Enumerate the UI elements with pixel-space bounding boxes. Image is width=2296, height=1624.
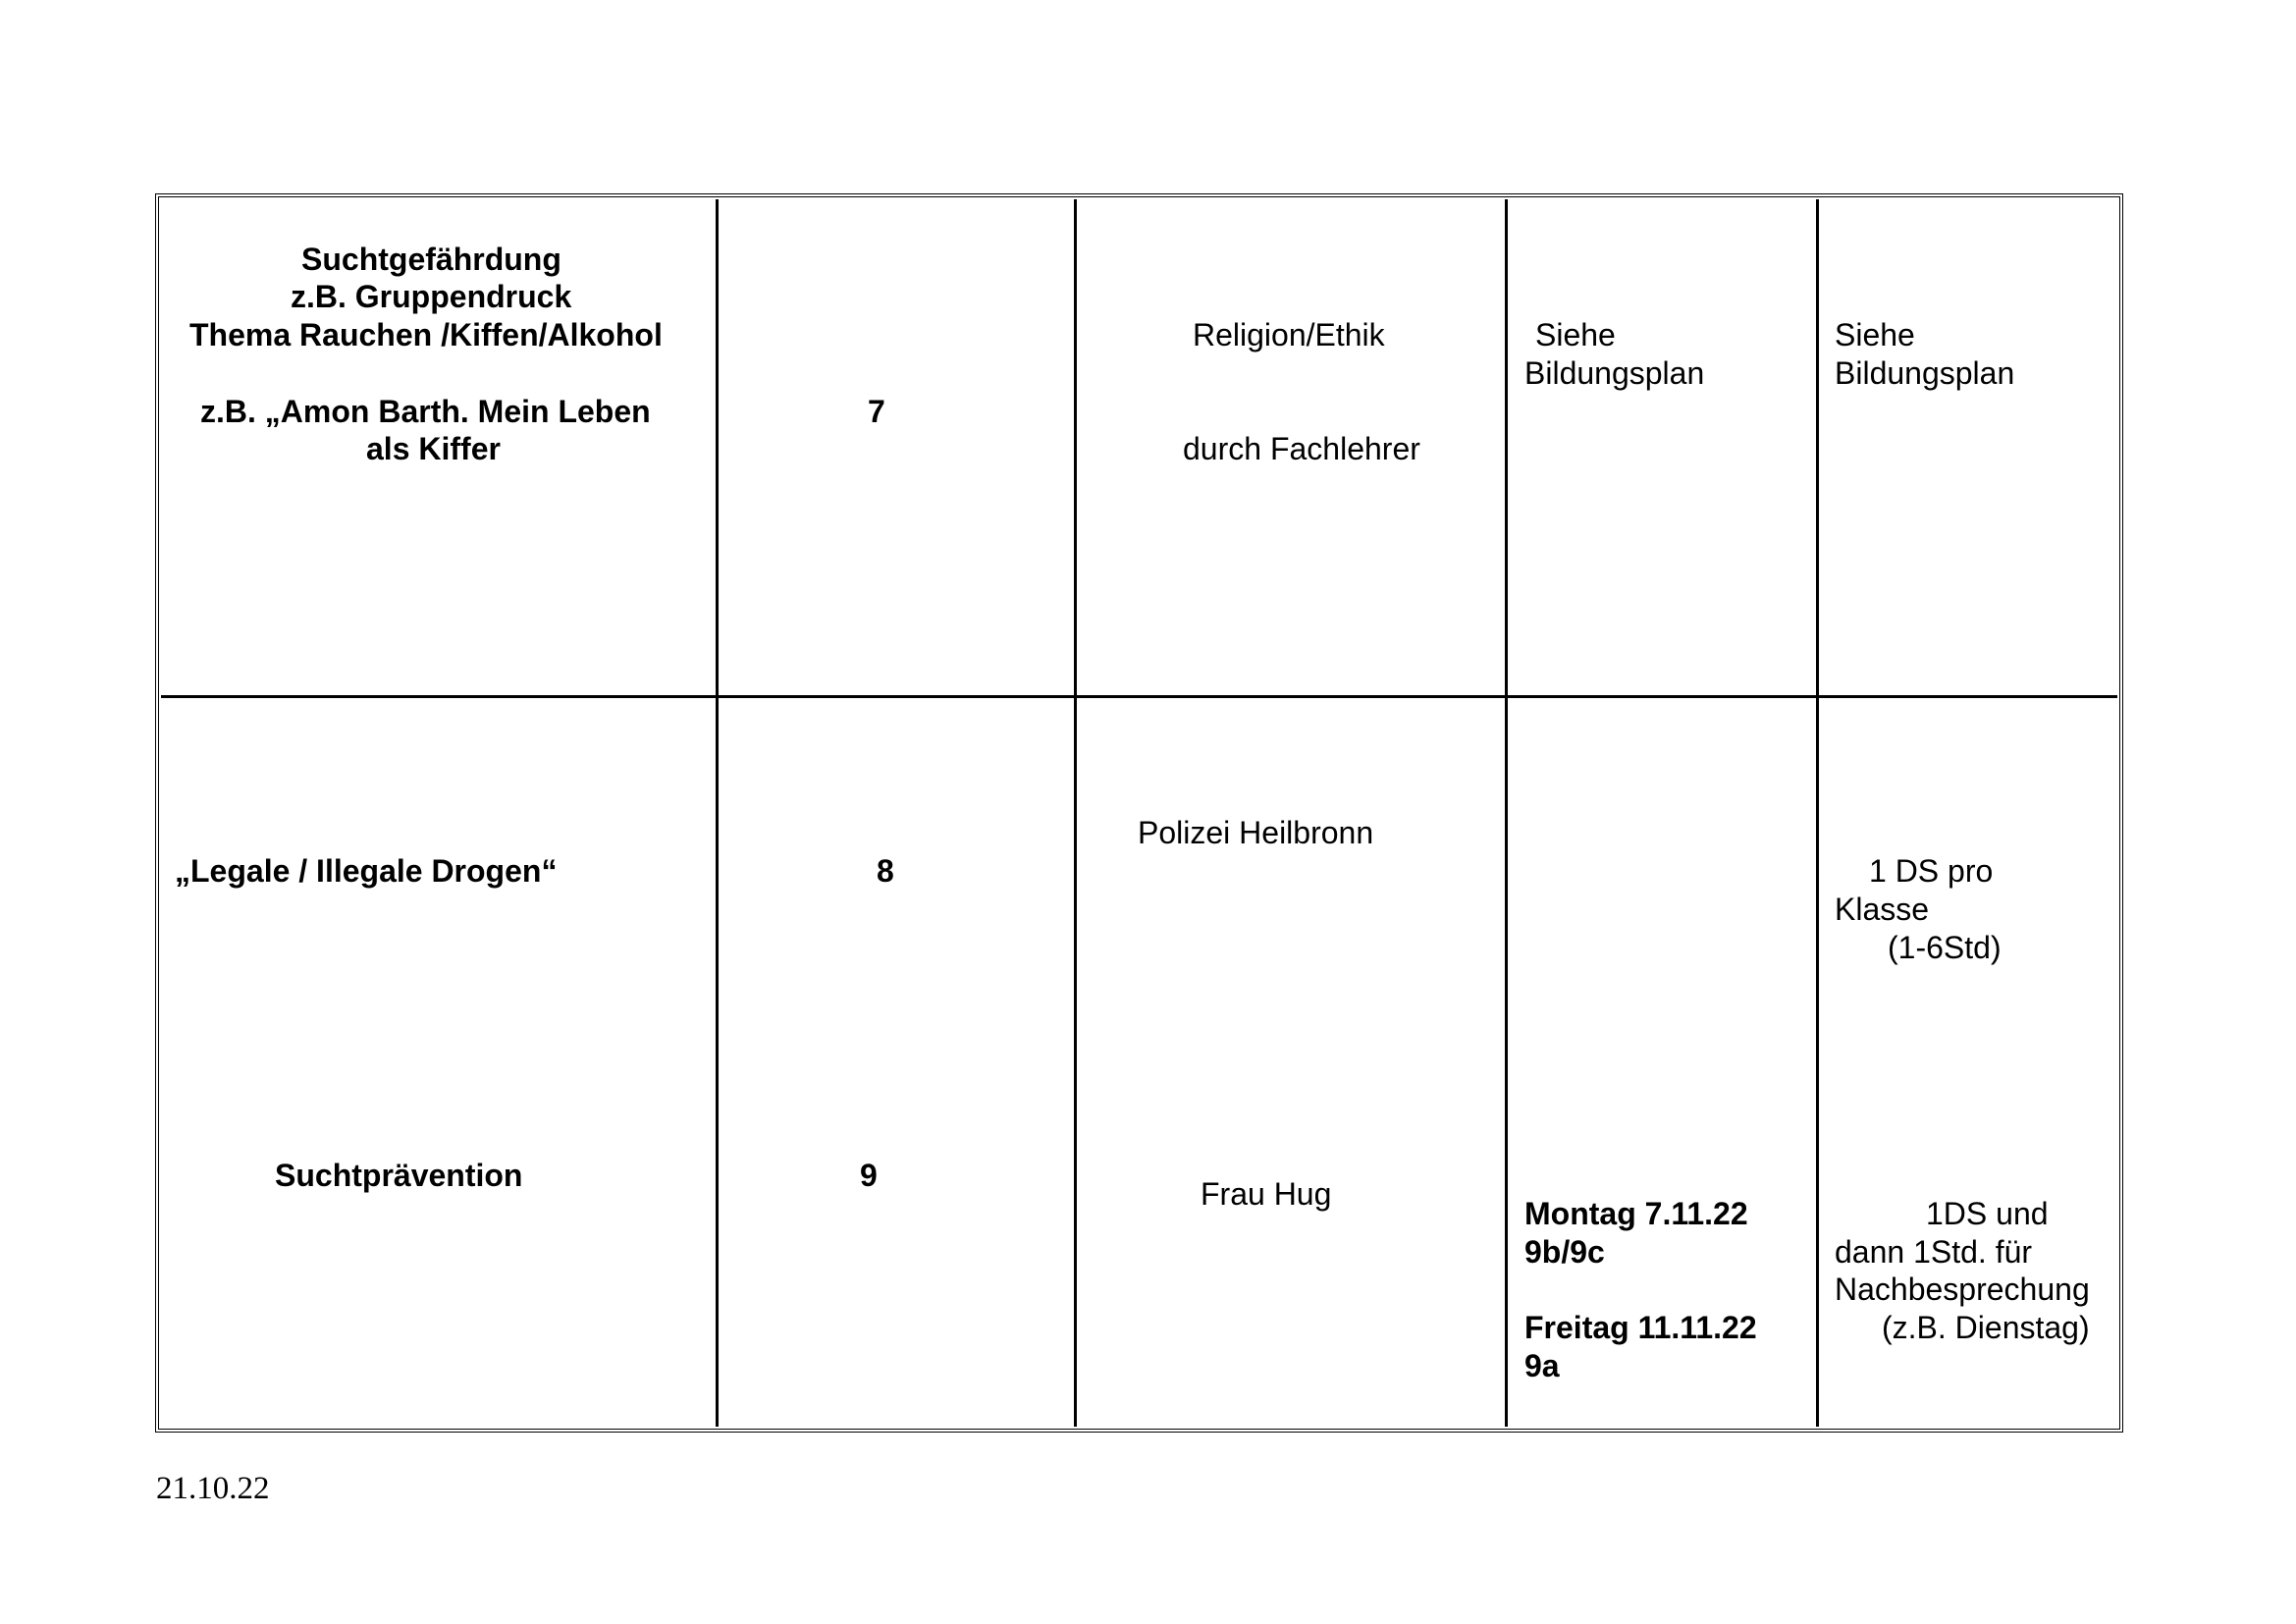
row3-date-line2: 9b/9c (1524, 1234, 1605, 1270)
row1-date-line2: Bildungsplan (1524, 355, 1705, 391)
row3-date-line1: Montag 7.11.22 (1524, 1196, 1748, 1231)
row2-scope-line2: Klasse (1835, 892, 1930, 927)
row1-topic-line1: Suchtgefährdung (301, 242, 561, 277)
row3-date-line5: 9a (1524, 1348, 1560, 1383)
footer-date: 21.10.22 (156, 1471, 270, 1506)
row1-topic-line5: z.B. „Amon Barth. Mein Leben (200, 394, 651, 429)
row1-provider-line2: durch Fachlehrer (1183, 431, 1420, 466)
table-column-divider (716, 199, 719, 1427)
row2-scope-line1: 1 DS pro (1869, 853, 1994, 889)
row3-topic: Suchtprävention (275, 1158, 523, 1193)
row1-scope-line2: Bildungsplan (1835, 355, 2015, 391)
schedule-table (155, 193, 2123, 1433)
table-row-divider (161, 695, 2117, 698)
table-column-divider (1505, 199, 1508, 1427)
row3-scope-line1: 1DS und (1926, 1196, 2049, 1231)
row1-topic-line6: als Kiffer (366, 431, 501, 466)
row1-topic-line2: z.B. Gruppendruck (291, 279, 572, 314)
table-column-divider (1816, 199, 1819, 1427)
row3-date-line4: Freitag 11.11.22 (1524, 1310, 1757, 1345)
row3-provider: Frau Hug (1201, 1176, 1332, 1212)
row1-scope-line1: Siehe (1835, 317, 1915, 352)
row1-provider-line1: Religion/Ethik (1193, 317, 1385, 352)
row2-class: 8 (877, 853, 894, 889)
row1-topic-line3: Thema Rauchen /Kiffen/Alkohol (189, 317, 663, 352)
row1-date-line1: Siehe (1535, 317, 1616, 352)
row3-scope-line3: Nachbesprechung (1835, 1272, 2090, 1307)
table-column-divider (1074, 199, 1077, 1427)
row3-scope-line2: dann 1Std. für (1835, 1234, 2033, 1270)
row3-class: 9 (860, 1158, 878, 1193)
row3-scope-line4: (z.B. Dienstag) (1882, 1310, 2090, 1345)
row2-topic: „Legale / Illegale Drogen“ (175, 853, 558, 889)
row2-provider: Polizei Heilbronn (1138, 815, 1374, 850)
row2-scope-line3: (1-6Std) (1888, 930, 2002, 965)
row1-class: 7 (868, 394, 885, 429)
